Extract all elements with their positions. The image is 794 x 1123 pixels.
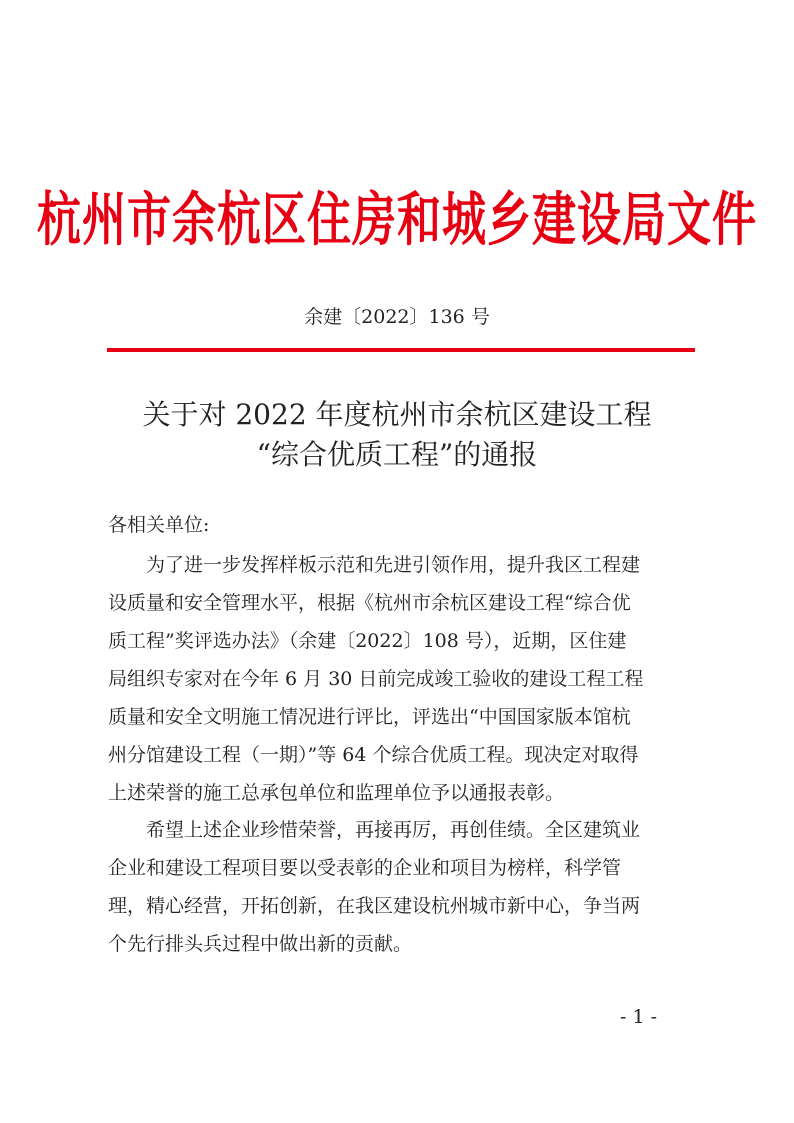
paragraph-line: 上述荣誉的施工总承包单位和监理单位予以通报表彰。	[108, 782, 565, 804]
paragraph-line: 州分馆建设工程（一期）”等 64 个综合优质工程。现决定对取得	[108, 744, 639, 766]
document-title-line-2: “综合优质工程”的通报	[256, 438, 538, 471]
document-title	[0, 395, 794, 475]
paragraph-line: 企业和建设工程项目要以受表彰的企业和项目为榜样，科学管	[108, 857, 622, 879]
paragraph-line: 质工程”奖评选办法》（余建〔2022〕108 号），近期，区住建	[108, 630, 627, 652]
paragraph-line: 设质量和安全管理水平，根据《杭州市余杭区建设工程“综合优	[108, 592, 631, 614]
paragraph-line: 理，精心经营，开拓创新，在我区建设杭州城市新中心，争当两	[108, 895, 641, 917]
red-divider-rule	[107, 348, 695, 352]
paragraph-line: 局组织专家对在今年 6 月 30 日前完成竣工验收的建设工程工程	[108, 668, 644, 690]
document-title-line-1: 关于对 2022 年度杭州市余杭区建设工程	[142, 398, 652, 431]
paragraph-1	[108, 546, 693, 812]
page-number: - 1 -	[620, 1006, 658, 1028]
paragraph-2	[108, 811, 693, 963]
paragraph-line: 质量和安全文明施工情况进行评比，评选出“中国国家版本馆杭	[108, 706, 631, 728]
paragraph-line: 个先行排头兵过程中做出新的贡献。	[108, 933, 413, 955]
paragraph-line: 为了进一步发挥样板示范和先进引领作用，提升我区工程建	[146, 554, 641, 576]
salutation: 各相关单位:	[108, 514, 210, 536]
paragraph-line: 希望上述企业珍惜荣誉，再接再厉，再创佳绩。全区建筑业	[146, 819, 641, 841]
document-number: 余建〔2022〕136 号	[304, 306, 490, 328]
masthead-title: 杭州市余杭区住房和城乡建设局文件	[37, 186, 757, 254]
